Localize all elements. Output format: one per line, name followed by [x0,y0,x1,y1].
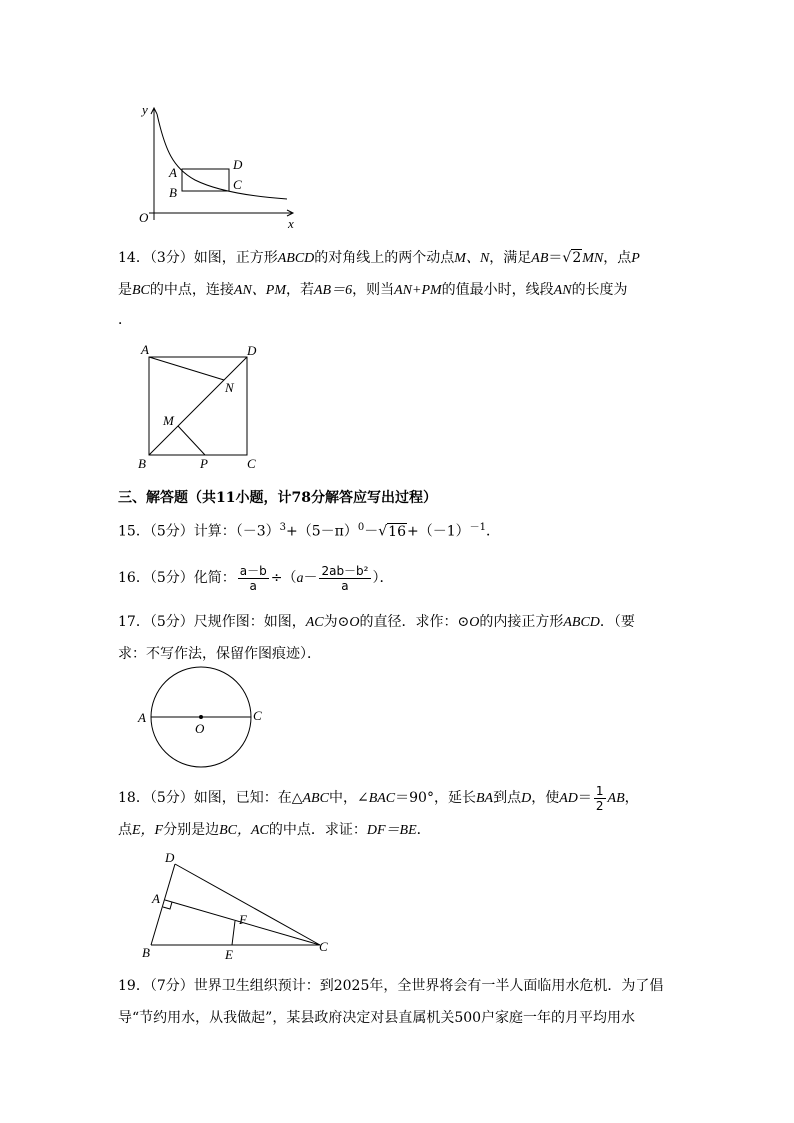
label-x: x [288,216,294,231]
label-c: C [233,177,242,192]
label-a: A [152,891,160,906]
figure-13-hyperbola [135,100,305,235]
q19-line-2: 导“节约用水，从我做起”，某县政府决定对县直属机关500户家庭一年的月平均用水 [118,1010,636,1026]
q18-line-1: 18．（5分）如图，已知：在△ABC中，∠BAC＝90°，延长BA到点D，使AD＝ $\frac{1}{2}$ AB， [118,783,639,813]
label-d: D [247,343,257,358]
label-c: C [319,939,328,954]
q18-line-2: 点E，F分别是边BC，AC的中点．求证：DF＝BE． [118,822,431,838]
label-c: C [253,708,262,723]
label-o: O [139,210,149,225]
label-a: A [141,342,149,357]
q16: 16．（5分）化简： $\frac{a-b}{a}$ ÷（a－ $\frac{\text{2ab－b²}}{a}$ ）． [118,563,394,593]
section-3-heading: 三、解答题（共11小题，计78分解答应写出过程） [118,490,437,506]
q14-line-2: 是BC的中点，连接AN、PM，若AB＝6，则当AN+PM的值最小时，线段AN的长度为 [118,282,628,298]
figure-17-circle [135,665,270,770]
segment-an [149,357,224,380]
q17-line-1: 17．（5分）尺规作图：如图，AC为⊙O的直径．求作：⊙O的内接正方形ABCD．（要 [118,614,635,630]
label-y: y [142,102,148,117]
fraction-1: $\frac{a-b}{a}$ [239,563,267,593]
label-b: B [142,945,150,960]
label-o: O [195,721,205,736]
q17-line-2: 求：不写作法，保留作图痕迹）． [118,646,321,662]
label-m: M [163,413,174,428]
figure-18-triangle [135,848,335,963]
label-c: C [247,456,256,471]
label-f: F [239,912,247,927]
label-b: B [138,456,146,471]
sqrt-2: 2 [572,250,582,266]
fraction-2: $\frac{\text{2ab－b²}}{a}$ [321,563,369,593]
label-p: P [200,456,208,471]
figure-14-square [135,340,265,472]
q15: 15．（5分）计算：$(-3)^3+(5-\pi)^0-√16+(-1)^{-1}$． [118,522,500,540]
right-angle-mark [163,902,172,909]
label-b: B [169,185,177,200]
q19-line-1: 19．（7分）世界卫生组织预计：到2025年，全世界将会有一半人面临用水危机．为了倡 [118,978,664,994]
label-n: N [225,380,234,395]
label-a: A [138,710,146,725]
label-d: D [165,850,175,865]
segment-mp [178,426,205,455]
sqrt-16: 16 [388,523,406,540]
center-dot [199,715,203,719]
q14-line-1: 14．（3分）如图，正方形ABCD的对角线上的两个动点M、N，满足AB＝√2MN，点P [118,250,640,266]
label-d: D [233,157,243,172]
q14-line-3: ． [118,312,132,328]
segment-fe [232,921,235,945]
label-a: A [169,165,177,180]
segment-dc [175,864,320,945]
fraction-half: $\frac{1}{2}$ [595,783,604,813]
label-e: E [225,947,233,962]
rectangle-abcd [182,169,229,191]
